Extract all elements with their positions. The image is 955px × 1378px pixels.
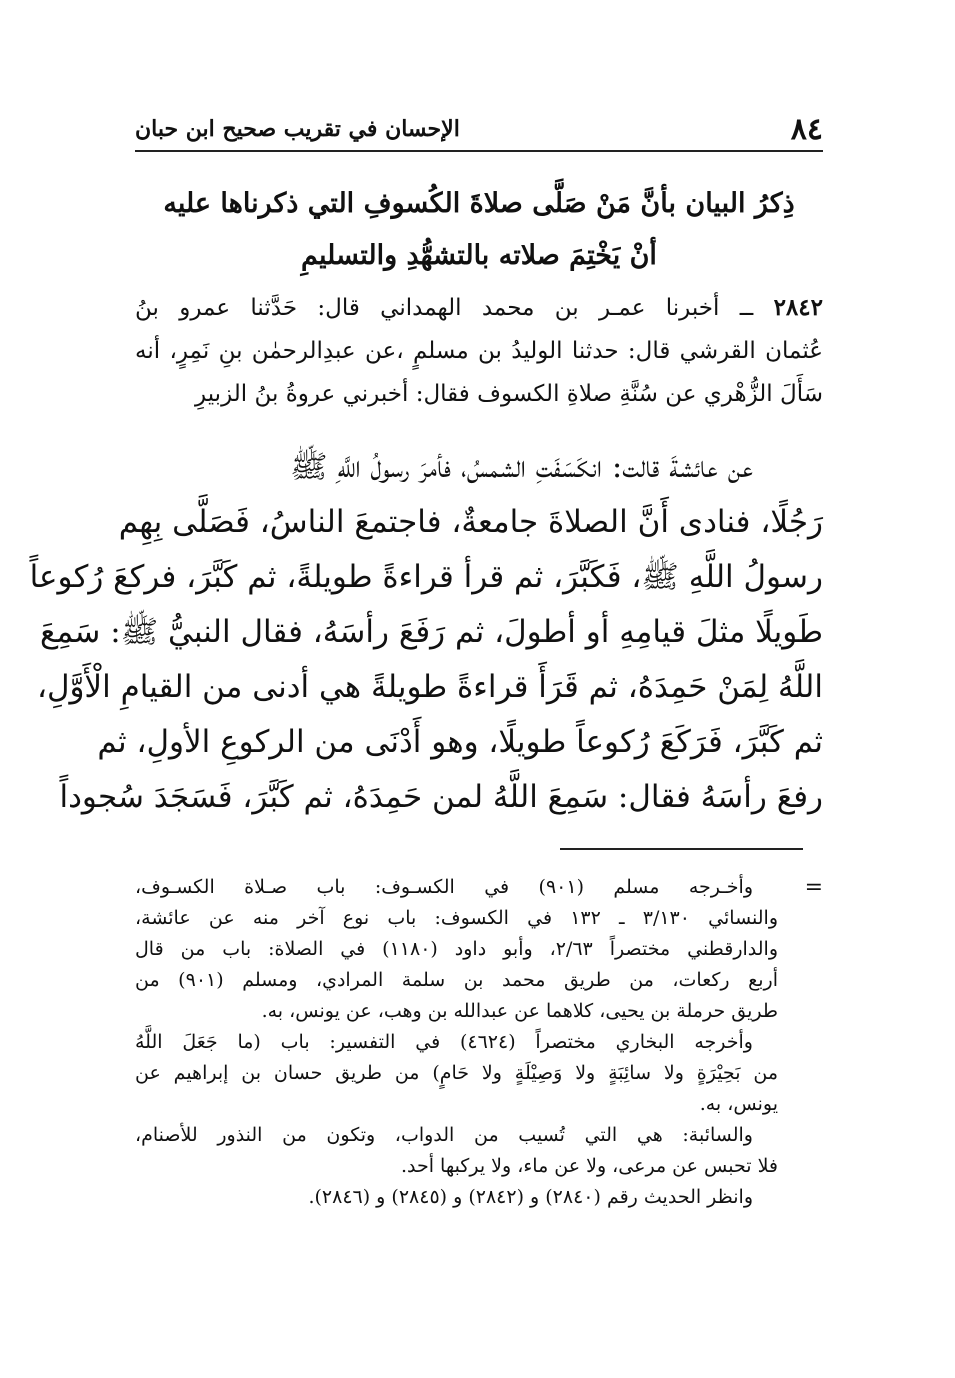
matn-line: رَجُلًا، فنادى أَنَّ الصلاةَ جامعةٌ، فاجتمعَ الناسُ، فَصَلَّى بِهِم: [118, 504, 823, 540]
page-header: [135, 110, 823, 152]
matn-line: ثم كَبَّرَ، فَرَكَعَ رُكوعاً طويلًا، وهو أَدْنَى من الركوعِ الأولِ، ثم: [97, 724, 823, 760]
page-number: ٨٤: [790, 112, 823, 147]
running-title: الإحسان في تقريب صحيح ابن حبان: [135, 116, 460, 142]
footnote-line: طريق حرملة بن يحيى، كلاهما عن عبدالله بن وهب، عن يونس، به.: [261, 1000, 778, 1022]
footnote-line: فلا تحبس عن مرعى، ولا عن ماء، ولا يركبها أحد.: [400, 1155, 778, 1177]
footnote-paragraph-4: [135, 1182, 823, 1213]
isnad-line-1: [135, 286, 823, 330]
footnote-paragraph-3: [135, 1120, 823, 1182]
matn-paragraph: [29, 440, 823, 825]
footnote-line: وأخرجه البخاري مختصراً (٤٦٢٤) في التفسير: باب (ما جَعَلَ اللَّهُ: [135, 1031, 753, 1053]
footnote-line: والدارقطني مختصراً ٢/٦٣، وأبو داود (١١٨٠) في الصلاة: باب من قال: [135, 938, 778, 960]
matn-line: رسولُ اللَّهِ ﷺ، فَكَبَّرَ، ثم قرأ قراءةً طويلةً، ثم كَبَّرَ، فركعَ رُكوعاً: [29, 559, 823, 595]
footnote-paragraph-2: [135, 1027, 823, 1120]
footnote-line: والسائبة: هي التي تُسيب من الدواب، وتكون من النذور للأصنام،: [135, 1124, 753, 1146]
footnote-continuation-marker: =: [804, 875, 823, 900]
footnote-line: والنسائي ٣/١٣٠ ـ ١٣٢ في الكسوف: باب نوع آخر منه عن عائشة،: [135, 907, 778, 929]
isnad-paragraph: [135, 286, 823, 416]
footnote-line: أربع ركعات، من طريق محمد بن سلمة المرادي، ومسلم (٩٠١) من: [135, 969, 779, 991]
footnote-line: من بَحِيْرَةٍ ولا سائِبَةٍ ولا وَصِيْلَةٍ ولا حَامٍ) من طريق حسان بن إبراهيم عن: [135, 1062, 778, 1084]
footnotes: [135, 872, 823, 1213]
footnote-paragraph-1: [135, 872, 823, 1027]
footnote-divider: [560, 848, 803, 850]
matn-line: رفعَ رأسَهُ فقال: سَمِعَ اللَّهُ لمن حَمِدَهُ، ثم كَبَّرَ، فَسَجَدَ سُجوداً: [59, 779, 823, 815]
footnote-line: يونس، به.: [699, 1093, 778, 1115]
hadith-number: ٢٨٤٢: [773, 294, 823, 321]
isnad-line-2: عُثمان القرشي قال: حدثنا الوليدُ بن مسلمٍ ،عن عبدِالرحمٰن بنِ نَمِرٍ، أنه: [135, 338, 823, 364]
isnad-line-1-text: ــ أخبرنا عمـر بن محمد الهمداني قال: حَدَّثنا عمرو بنُ: [135, 295, 754, 321]
matn-line: اللَّهُ لِمَنْ حَمِدَهُ، ثم قَرَأَ قراءةً طويلةً هي أدنى من القيامِ الْأَوَّلِ،: [36, 669, 823, 705]
chapter-heading: [135, 178, 823, 282]
footnote-line: وأخـرجه مسلم (٩٠١) في الكسـوف: باب صـلاة الكسـوف،: [135, 876, 753, 898]
chapter-heading-line-2: أنْ يَخْتِمَ صلاته بالتشهُّدِ والتسليمِ: [301, 240, 657, 271]
isnad-line-3: سَأَلَ الزُّهْري عن سُنَّةِ صلاةِ الكسوف فقال: أخبرني عروةُ بنُ الزبيرِ: [195, 381, 823, 407]
matn-line: عن عائشةَ قالت: انكَسَفَتِ الشمسُ، فأمرَ رسولُ اللَّهِ ﷺ: [290, 449, 753, 485]
chapter-heading-line-1: ذِكرُ البيان بأنَّ مَنْ صَلَّى صلاةَ الكُسوفِ التي ذكرناها عليه: [163, 188, 795, 219]
footnote-line: وانظر الحديث رقم (٢٨٤٠) و (٢٨٤٢) و (٢٨٤٥) و (٢٨٤٦).: [308, 1186, 753, 1208]
matn-line: طَويلًا مثلَ قيامِهِ أو أطولَ، ثم رَفَعَ رأسَهُ، فقال النبيُّ ﷺ: سَمِعَ: [40, 614, 823, 650]
